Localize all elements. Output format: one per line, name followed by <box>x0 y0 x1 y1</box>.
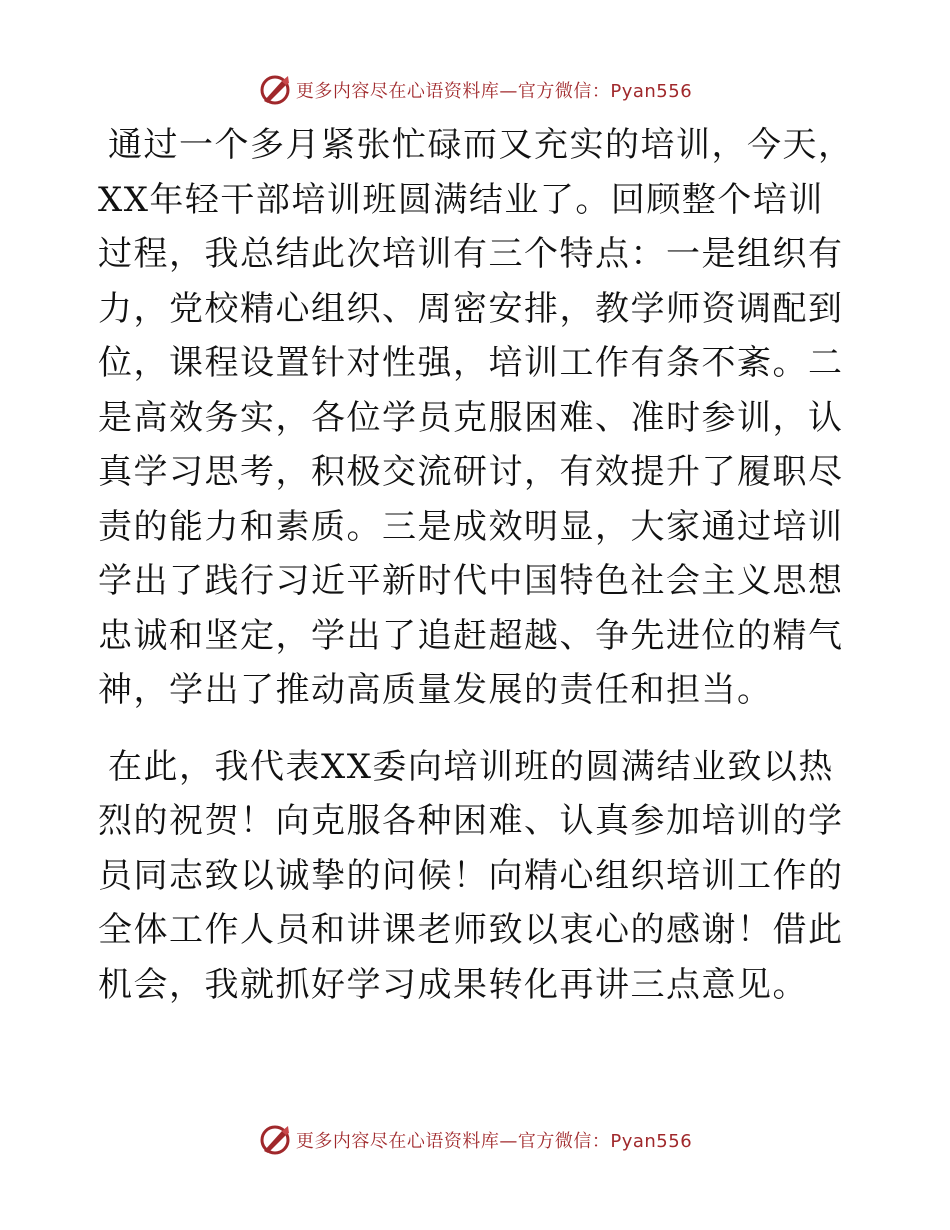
paragraph-1: 通过一个多月紧张忙碌而又充实的培训，今天，XX年轻干部培训班圆满结业了。回顾整个培训过程，我总结此次培训有三个特点：一是组织有力，党校精心组织、周密安排，教学师资调配到位，课程设置针对性强，培训工作有条不紊。二是高效务实，各位学员克服困难、准时参训，认真学习思考，积极交流研讨，有效提升了履职尽责的能力和素质。三是成效明显，大家通过培训学出了践行习近平新时代中国特色社会主义思想忠诚和坚定，学出了追赶超越、争先进位的精气神，学出了推动高质量发展的责任和担当。 <box>98 125 854 710</box>
quill-pen-logo-icon <box>258 1123 292 1157</box>
banner-wechat-label: 官方微信： <box>517 1131 611 1152</box>
banner-wechat-id: Pyan556 <box>610 81 693 102</box>
document-body <box>98 118 858 1012</box>
banner-wechat-id: Pyan556 <box>610 1131 693 1152</box>
banner-text <box>296 1127 692 1153</box>
footer-banner <box>0 1120 950 1160</box>
banner-separator: — <box>499 81 518 102</box>
banner-text <box>296 77 692 103</box>
paragraph-2: 在此，我代表XX委向培训班的圆满结业致以热烈的祝贺！向克服各种困难、认真参加培训的学员同志致以诚挚的问候！向精心组织培训工作的全体工作人员和讲课老师致以衷心的感谢！借此机会，我就抓好学习成果转化再讲三点意见。 <box>98 746 844 1005</box>
banner-wechat-label: 官方微信： <box>517 81 611 102</box>
banner-slogan: 更多内容尽在心语资料库 <box>295 1131 500 1152</box>
banner-separator: — <box>499 1131 518 1152</box>
quill-pen-logo-icon <box>258 73 292 107</box>
banner-slogan: 更多内容尽在心语资料库 <box>295 81 500 102</box>
header-banner <box>0 70 950 110</box>
